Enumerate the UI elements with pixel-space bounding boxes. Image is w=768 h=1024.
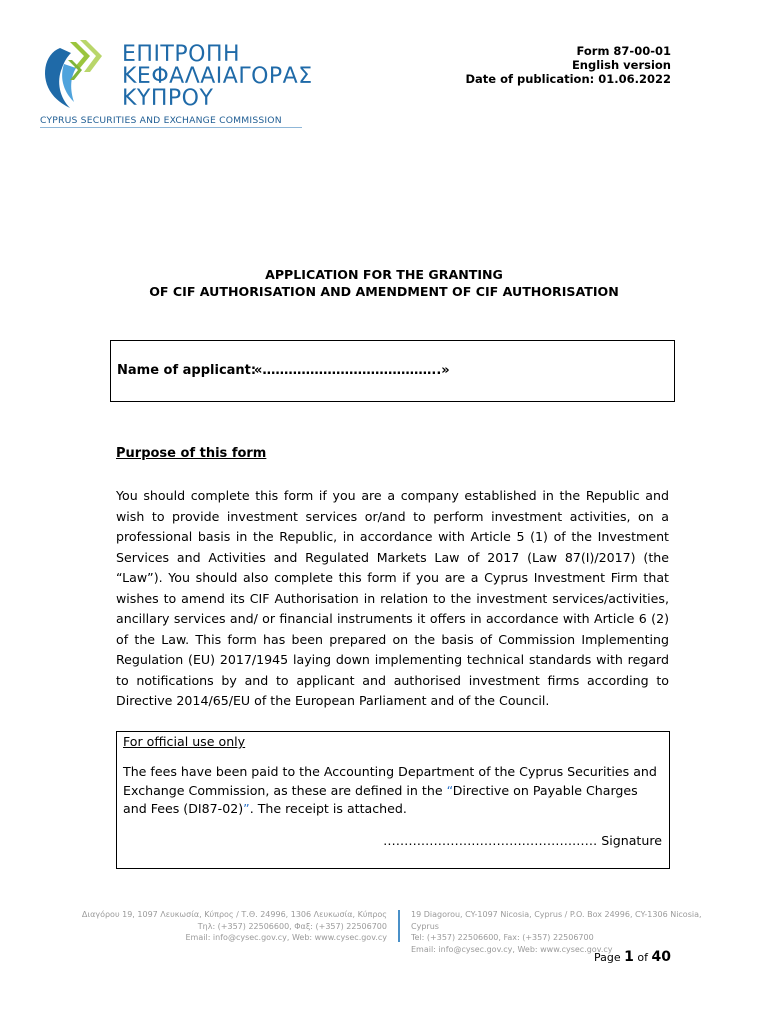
official-use-box bbox=[116, 731, 670, 869]
document-title bbox=[0, 266, 768, 300]
receipt-text: . The receipt is attached. bbox=[249, 801, 407, 816]
footer-english-line2: Tel: (+357) 22506600, Fax: (+357) 22506700 bbox=[411, 933, 594, 942]
fees-text: The fees have been paid to the Accounting Department of the Cyprus Securities and Exchange Commission, as these are defined in the bbox=[123, 764, 657, 798]
purpose-text: You should complete this form if you are a company established in the Republic and wish to provide investment services or/and to perform investment activities, on a professional basis in the Republic, in accordance with Article 5 (1) of the Investment Services and Activities and Regulated Markets Law of 2017 (Law 87(I)/2017) (the “Law”). You should also complete this form if you are a Cyprus Investment Firm that wishes to amend its CIF Authorisation in relation to the investment services/activities, ancillary services and/ or financial instruments it offers in accordance with Article 6 (2) of the Law. This form has been prepared on the basis of Commission Implementing Regulation (EU) 2017/1945 laying down implementing technical standards with regard to notifications by and to applicant and authorised investment firms according to Directive 2014/65/EU of the European Parliament and of the Council. bbox=[116, 488, 669, 708]
logo-greek-line3: ΚΥΠΡΟΥ bbox=[122, 86, 214, 111]
page-number bbox=[594, 949, 671, 965]
footer-greek-line2: Τηλ: (+357) 22506600, Φαξ: (+357) 22506700 bbox=[197, 921, 387, 931]
applicant-box bbox=[110, 340, 675, 402]
page-total: 40 bbox=[651, 949, 671, 965]
applicant-label: Name of applicant: bbox=[117, 363, 257, 378]
title-line1: APPLICATION FOR THE GRANTING bbox=[265, 267, 503, 282]
footer-english-line1: 19 Diagorou, CY-1097 Nicosia, Cyprus / P.O. Box 24996, CY-1306 Nicosia, Cyprus bbox=[411, 910, 702, 931]
footer-english-line3: Email: info@cysec.gov.cy, Web: www.cysec.gov.cy bbox=[411, 944, 613, 954]
title-line2: OF CIF AUTHORISATION AND AMENDMENT OF CIF AUTHORISATION bbox=[149, 284, 619, 299]
purpose-heading: Purpose of this form bbox=[116, 446, 267, 461]
official-use-text bbox=[123, 763, 663, 819]
footer-separator bbox=[398, 910, 400, 942]
logo-underline bbox=[40, 127, 302, 128]
cysec-emblem-icon bbox=[40, 38, 120, 110]
form-metadata bbox=[465, 44, 671, 87]
logo-greek-line2: ΚΕΦΑΛΑΙΑΓΟΡΑΣ bbox=[122, 64, 313, 89]
footer-english-address bbox=[411, 909, 721, 955]
page-of: of bbox=[637, 951, 649, 964]
directive-name: Directive on Payable Charges and Fees (DI87-02) bbox=[123, 782, 638, 816]
publication-date: Date of publication: 01.06.2022 bbox=[465, 72, 671, 87]
applicant-name-field[interactable]: «…………………………………..» bbox=[254, 363, 450, 378]
cysec-logo bbox=[40, 38, 313, 130]
footer-greek-address bbox=[60, 909, 387, 944]
logo-english-name: CYPRUS SECURITIES AND EXCHANGE COMMISSION bbox=[40, 115, 282, 126]
close-quote: ” bbox=[243, 801, 250, 816]
page-current: 1 bbox=[624, 949, 634, 965]
page-prefix: Page bbox=[594, 951, 621, 964]
footer-greek-line1: Διαγόρου 19, 1097 Λευκωσία, Κύπρος / Τ.Θ. 24996, 1306 Λευκωσία, Κύπρος bbox=[81, 910, 387, 919]
form-version: English version bbox=[571, 58, 671, 73]
logo-greek-line1: ΕΠΙΤΡΟΠΗ bbox=[122, 42, 241, 67]
signature-line: …………………………………………… Signature bbox=[383, 833, 662, 848]
open-quote: “ bbox=[446, 782, 453, 798]
form-number: Form 87-00-01 bbox=[576, 44, 671, 58]
official-use-heading: For official use only bbox=[123, 734, 246, 749]
footer-greek-line3: Email: info@cysec.gov.cy, Web: www.cysec.gov.cy bbox=[185, 933, 387, 942]
